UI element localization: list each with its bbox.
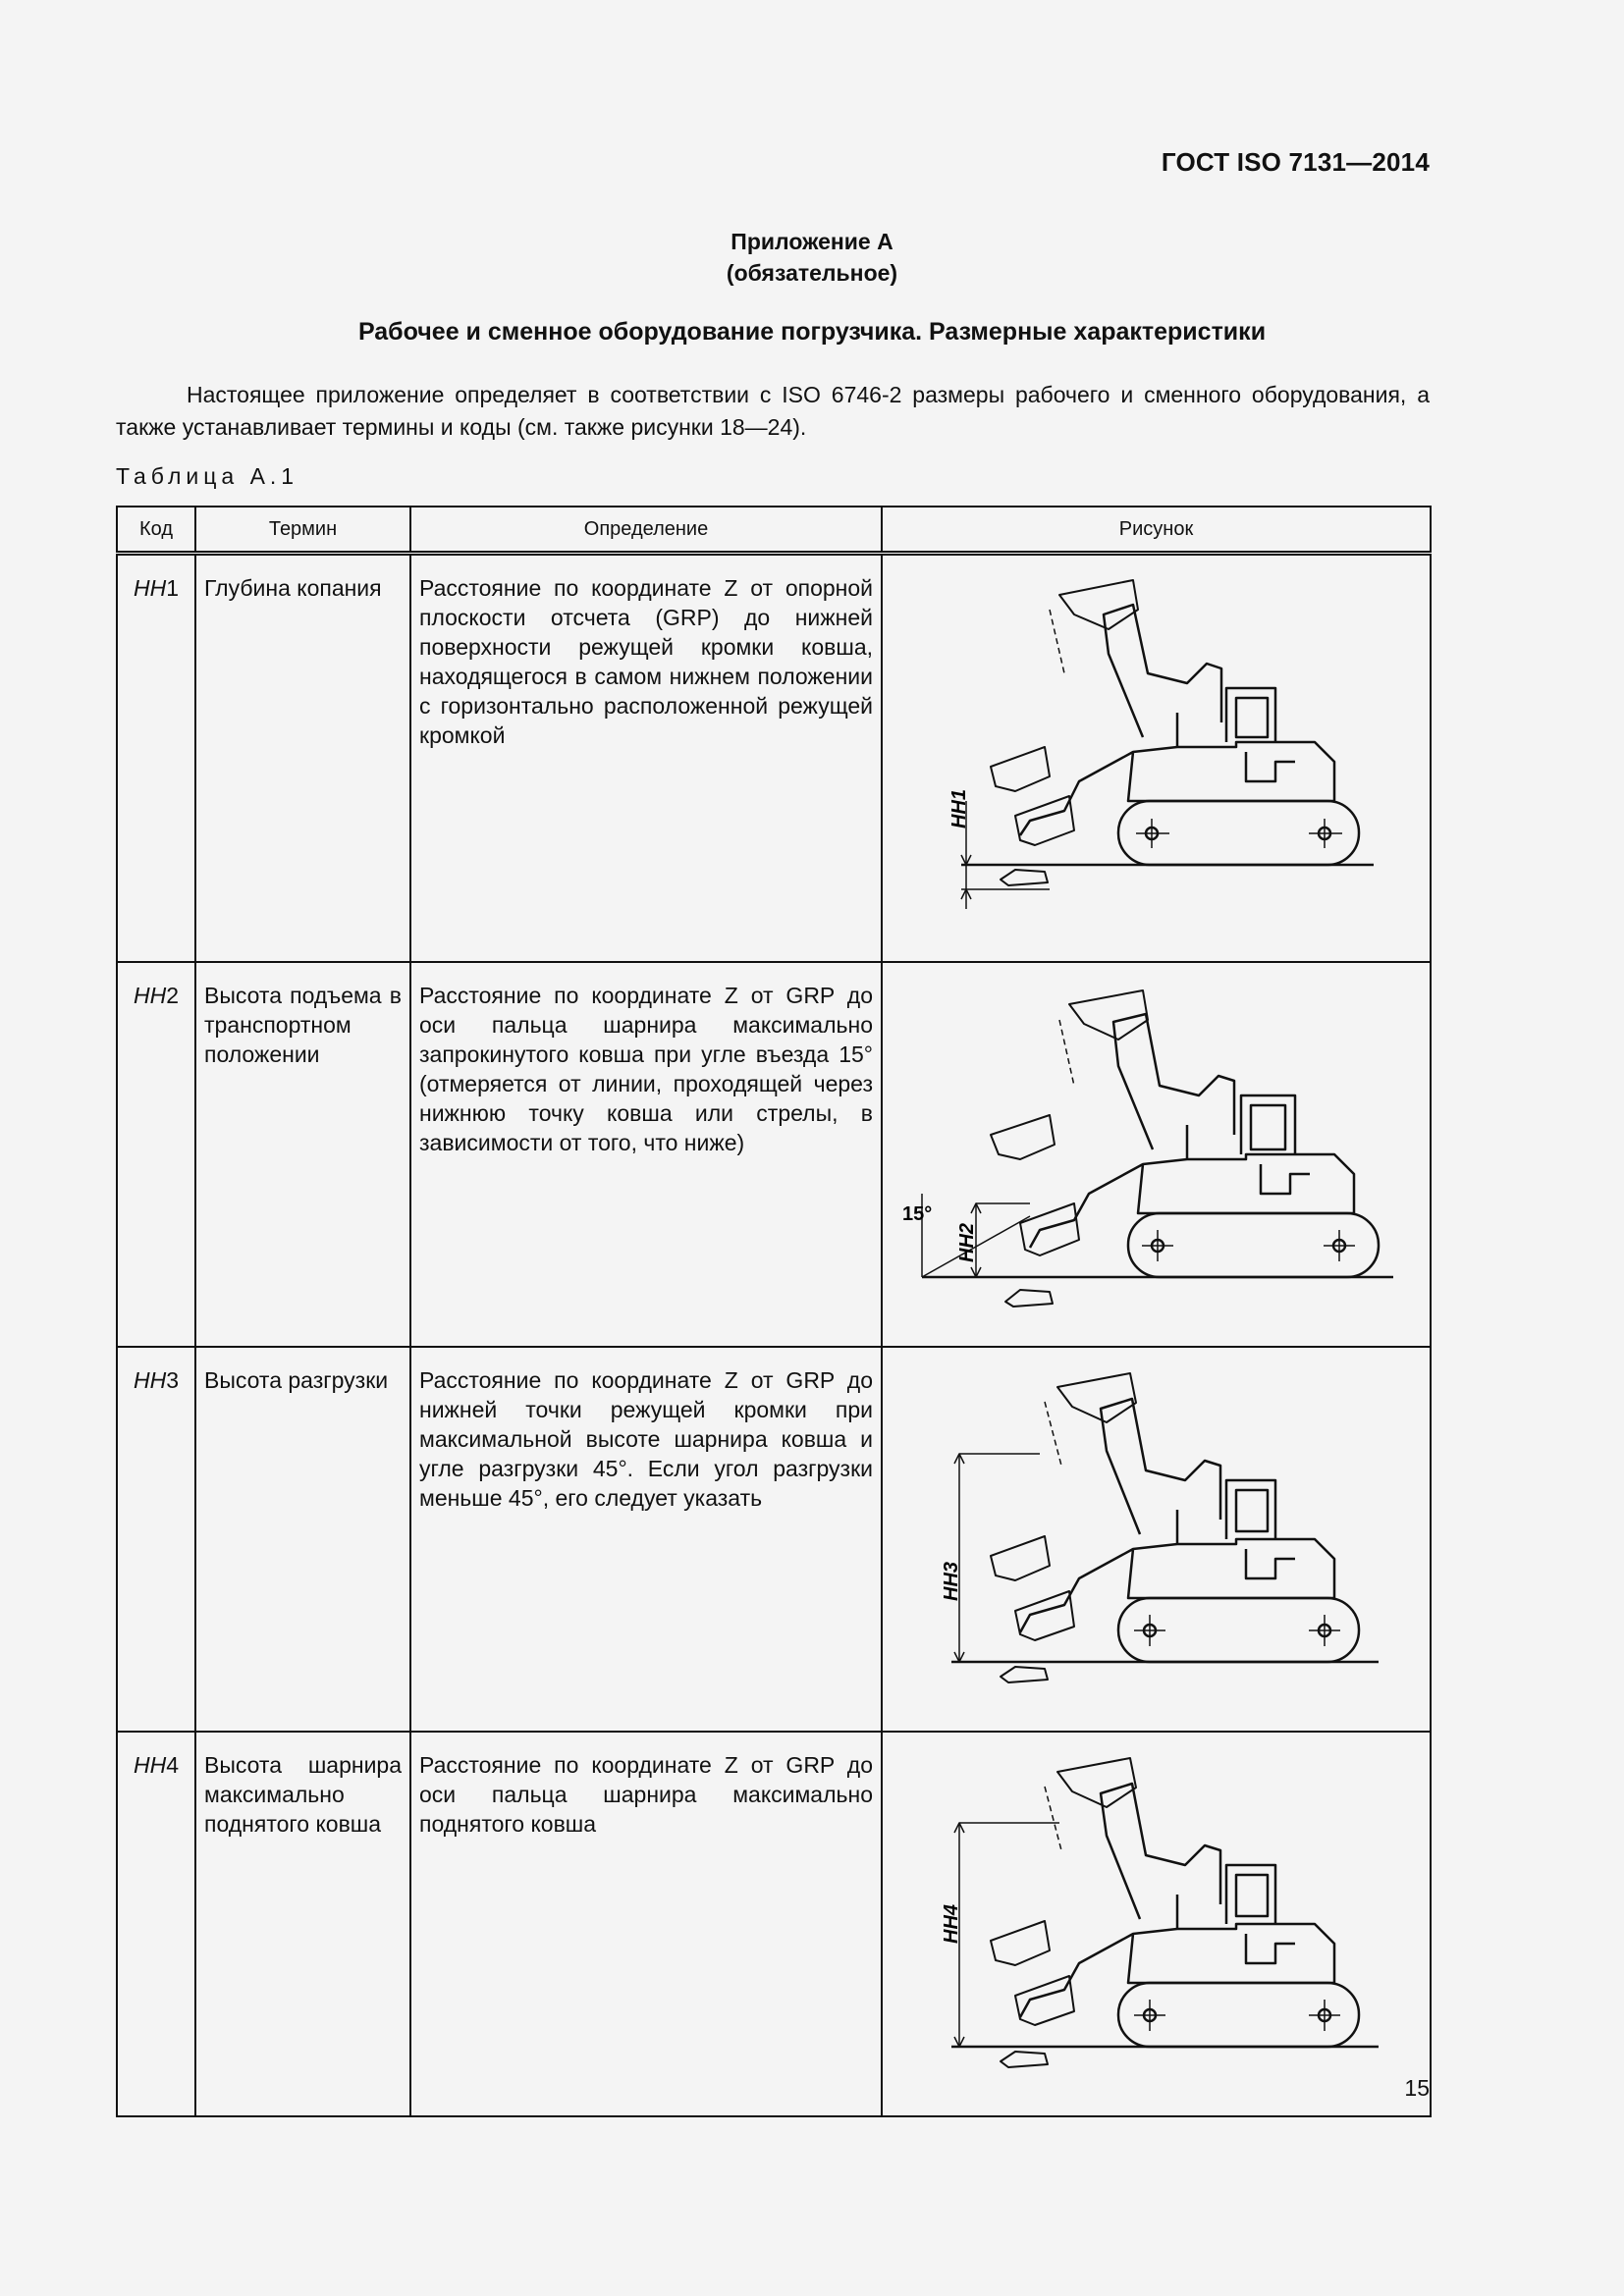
dimension-label-hh4: HH4 — [941, 1903, 962, 1944]
table-row — [117, 1347, 1431, 1732]
table-row — [117, 962, 1431, 1347]
row-definition: Расстояние по координате Z от GRP до оси пальца шарнира максимально поднятого ковша — [410, 1732, 882, 2116]
column-header-code: Код — [117, 507, 195, 554]
annex-block — [0, 226, 1624, 289]
dimension-label-hh3: HH3 — [941, 1561, 962, 1601]
row-term: Глубина копания — [195, 554, 410, 963]
column-header-term: Термин — [195, 507, 410, 554]
row-figure — [882, 1347, 1431, 1732]
standard-code: ГОСТ ISO 7131—2014 — [1161, 147, 1430, 177]
row-definition: Расстояние по координате Z от GRP до оси пальца шарнира максимально запрокинутого ковша при угле въезда 15° (отмеряется от линии, проходящей через нижнюю точку ковша или стрелы, в зависимости от того, что ниже) — [410, 962, 882, 1347]
row-term: Высота разгрузки — [195, 1347, 410, 1732]
row-code: HH1 — [117, 554, 195, 963]
annex-title: Приложение А — [731, 229, 893, 254]
table-row — [117, 1732, 1431, 2116]
annex-status: (обязательное) — [726, 260, 898, 286]
table-header-row — [117, 507, 1431, 554]
row-definition: Расстояние по координате Z от опорной плоскости отсчета (GRP) до нижней поверхности режущей кромки ковша, находящегося в самом нижнем положении с горизонтально расположенной режущей кромкой — [410, 554, 882, 963]
dimension-label-hh2: HH2 — [956, 1222, 978, 1262]
dimension-label-hh1: HH1 — [948, 788, 970, 828]
row-term: Высота шарнира максимально поднятого ковша — [195, 1732, 410, 2116]
loader-transport-height-figure — [883, 963, 1432, 1328]
loader-dump-height-figure — [883, 1348, 1432, 1713]
row-code: HH4 — [117, 1732, 195, 2116]
table-row — [117, 554, 1431, 963]
row-code: HH3 — [117, 1347, 195, 1732]
annex-heading: Рабочее и сменное оборудование погрузчика. Размерные характеристики — [357, 318, 1267, 346]
column-header-definition: Определение — [410, 507, 882, 554]
angle-label: 15° — [902, 1203, 933, 1225]
loader-digging-depth-figure — [883, 556, 1432, 943]
intro-paragraph: Настоящее приложение определяет в соответствии с ISO 6746-2 размеры рабочего и сменного оборудования, а также устанавливает термины и коды (см. также рисунки 18—24). — [116, 382, 1430, 440]
table-caption: Таблица А.1 — [116, 463, 299, 489]
row-definition: Расстояние по координате Z от GRP до нижней точки режущей кромки при максимальной высоте шарнира ковша и угле разгрузки 45°. Если угол разгрузки меньше 45°, его следует указать — [410, 1347, 882, 1732]
row-term: Высота подъема в транспортном положении — [195, 962, 410, 1347]
row-figure — [882, 554, 1431, 963]
column-header-figure: Рисунок — [882, 507, 1431, 554]
row-code: HH2 — [117, 962, 195, 1347]
dimensions-table — [116, 506, 1432, 2117]
page-number: 15 — [1404, 2075, 1430, 2101]
loader-hinge-height-figure — [883, 1733, 1432, 2098]
row-figure — [882, 1732, 1431, 2116]
row-figure — [882, 962, 1431, 1347]
